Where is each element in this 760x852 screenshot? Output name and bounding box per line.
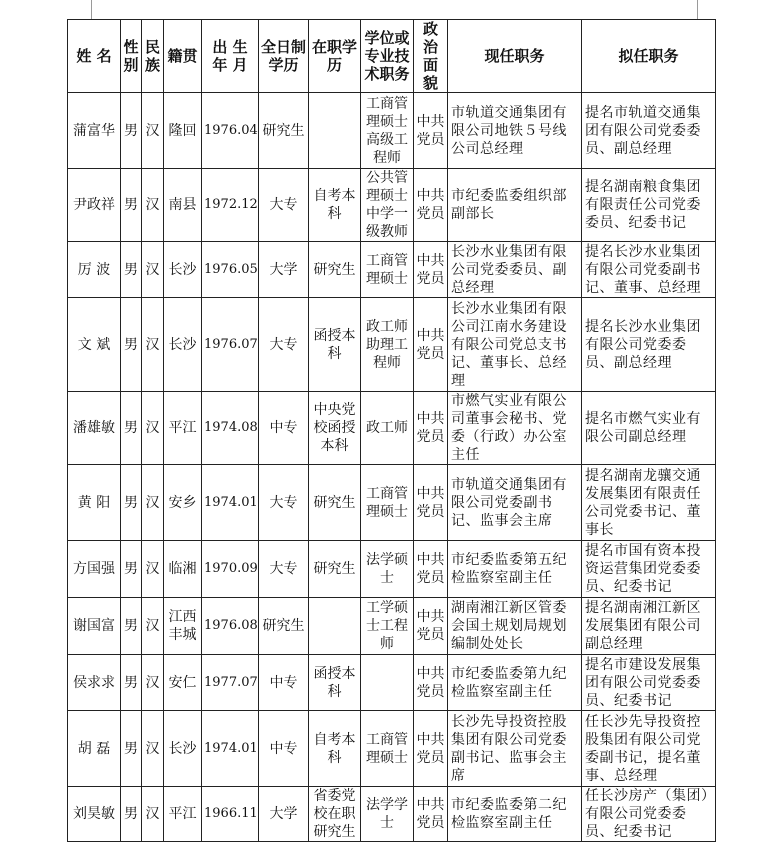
- cell-degree: 政工师助理工程师: [361, 298, 414, 392]
- cell-gender: 男: [121, 598, 142, 655]
- cell-party: 中共党员: [414, 169, 448, 242]
- cell-name: 刘昊敏: [68, 787, 121, 842]
- cell-gender: 男: [121, 711, 142, 787]
- cell-proposed-post: 提名市建设发展集团有限公司党委委员、纪委书记: [582, 655, 716, 711]
- table-row: [68, 787, 716, 842]
- cell-origin: 江西丰城: [164, 598, 202, 655]
- cell-gender: 男: [121, 541, 142, 598]
- cell-birth: 1974.01: [202, 711, 259, 787]
- cell-proposed-post: 提名市燃气实业有限公司副总经理: [582, 392, 716, 465]
- cell-current-post: 市纪委监委第二纪检监察室副主任: [448, 787, 582, 842]
- cell-birth: 1974.01: [202, 465, 259, 541]
- cell-party: 中共党员: [414, 465, 448, 541]
- cell-degree: 法学硕士: [361, 541, 414, 598]
- cell-proposed-post: 任长沙先导投资控股集团有限公司党委副书记，提名董事、总经理: [582, 711, 716, 787]
- cell-birth: 1966.11: [202, 787, 259, 842]
- table-row: [68, 465, 716, 541]
- cell-party: 中共党员: [414, 298, 448, 392]
- header-party: 政治面貌: [414, 20, 448, 93]
- cell-party: 中共党员: [414, 598, 448, 655]
- cell-origin: 安乡: [164, 465, 202, 541]
- cell-birth: 1977.07: [202, 655, 259, 711]
- table-row: [68, 711, 716, 787]
- cell-inservice-edu: 研究生: [309, 242, 361, 298]
- cell-ethnicity: 汉: [142, 169, 164, 242]
- cell-current-post: 市轨道交通集团有限公司党委副书记、监事会主席: [448, 465, 582, 541]
- cell-fulltime-edu: 大专: [259, 541, 309, 598]
- cell-origin: 长沙: [164, 711, 202, 787]
- cell-origin: 平江: [164, 392, 202, 465]
- cell-origin: 南县: [164, 169, 202, 242]
- cell-name: 潘雄敏: [68, 392, 121, 465]
- cell-degree: 工商管理硕士: [361, 242, 414, 298]
- table-row: [68, 655, 716, 711]
- cell-birth: 1972.12: [202, 169, 259, 242]
- margin-guide-left: [91, 0, 92, 20]
- header-proposed-post: 拟任职务: [582, 20, 716, 93]
- header-gender: 性别: [121, 20, 142, 93]
- header-row: [68, 20, 716, 93]
- table-row: [68, 541, 716, 598]
- cell-degree: 工商管理硕士: [361, 711, 414, 787]
- header-origin: 籍贯: [164, 20, 202, 93]
- cell-name: 厉 波: [68, 242, 121, 298]
- cell-origin: 安仁: [164, 655, 202, 711]
- cell-inservice-edu: 自考本科: [309, 169, 361, 242]
- cell-name: 文 斌: [68, 298, 121, 392]
- header-degree: 学位或专业技术职务: [361, 20, 414, 93]
- cell-proposed-post: 提名湖南龙骧交通发展集团有限责任公司党委书记、董事长: [582, 465, 716, 541]
- cell-degree: 工商管理硕士: [361, 465, 414, 541]
- cell-current-post: 市燃气实业有限公司董事会秘书、党委（行政）办公室主任: [448, 392, 582, 465]
- header-fulltime-edu: 全日制学历: [259, 20, 309, 93]
- cell-gender: 男: [121, 298, 142, 392]
- cell-fulltime-edu: 中专: [259, 392, 309, 465]
- cell-fulltime-edu: 大专: [259, 465, 309, 541]
- cell-party: 中共党员: [414, 787, 448, 842]
- cell-ethnicity: 汉: [142, 655, 164, 711]
- table-row: [68, 392, 716, 465]
- cell-gender: 男: [121, 242, 142, 298]
- cell-origin: 长沙: [164, 298, 202, 392]
- cell-birth: 1970.09: [202, 541, 259, 598]
- cell-ethnicity: 汉: [142, 93, 164, 169]
- table-row: [68, 242, 716, 298]
- cell-name: 谢国富: [68, 598, 121, 655]
- cell-degree: 政工师: [361, 392, 414, 465]
- cell-birth: 1976.07: [202, 298, 259, 392]
- cell-ethnicity: 汉: [142, 787, 164, 842]
- table-row: [68, 169, 716, 242]
- cell-fulltime-edu: 大专: [259, 298, 309, 392]
- cell-current-post: 市轨道交通集团有限公司地铁５号线公司总经理: [448, 93, 582, 169]
- margin-guide-right: [697, 0, 698, 20]
- cell-birth: 1976.04: [202, 93, 259, 169]
- cell-name: 侯求求: [68, 655, 121, 711]
- cell-origin: 隆回: [164, 93, 202, 169]
- cell-inservice-edu: 函授本科: [309, 298, 361, 392]
- cell-inservice-edu: 自考本科: [309, 711, 361, 787]
- cadre-table: [67, 19, 716, 842]
- table-row: [68, 298, 716, 392]
- cell-party: 中共党员: [414, 541, 448, 598]
- cell-ethnicity: 汉: [142, 242, 164, 298]
- cell-inservice-edu: 研究生: [309, 541, 361, 598]
- cell-party: 中共党员: [414, 93, 448, 169]
- cell-inservice-edu: [309, 598, 361, 655]
- cell-proposed-post: 提名市轨道交通集团有限公司党委委员、副总经理: [582, 93, 716, 169]
- cell-current-post: 市纪委监委第五纪检监察室副主任: [448, 541, 582, 598]
- cell-degree: [361, 655, 414, 711]
- cell-inservice-edu: 中央党校函授本科: [309, 392, 361, 465]
- cell-fulltime-edu: 大学: [259, 242, 309, 298]
- cell-ethnicity: 汉: [142, 711, 164, 787]
- cell-fulltime-edu: 大专: [259, 169, 309, 242]
- cell-fulltime-edu: 研究生: [259, 93, 309, 169]
- cell-degree: 工商管理硕士高级工程师: [361, 93, 414, 169]
- cell-name: 胡 磊: [68, 711, 121, 787]
- cell-degree: 公共管理硕士中学一级教师: [361, 169, 414, 242]
- cell-current-post: 市纪委监委组织部副部长: [448, 169, 582, 242]
- cell-ethnicity: 汉: [142, 598, 164, 655]
- cell-current-post: 市纪委监委第九纪检监察室副主任: [448, 655, 582, 711]
- cell-party: 中共党员: [414, 711, 448, 787]
- table-row: [68, 93, 716, 169]
- cell-gender: 男: [121, 465, 142, 541]
- cell-proposed-post: 提名长沙水业集团有限公司党委副书记、董事、总经理: [582, 242, 716, 298]
- cell-birth: 1976.05: [202, 242, 259, 298]
- cell-name: 蒲富华: [68, 93, 121, 169]
- cell-proposed-post: 提名湖南湘江新区发展集团有限公司副总经理: [582, 598, 716, 655]
- cell-inservice-edu: 函授本科: [309, 655, 361, 711]
- cell-current-post: 长沙水业集团有限公司江南水务建设有限公司党总支书记、董事长、总经理: [448, 298, 582, 392]
- cell-origin: 平江: [164, 787, 202, 842]
- cell-current-post: 湖南湘江新区管委会国土规划局规划编制处处长: [448, 598, 582, 655]
- cell-degree: 法学学士: [361, 787, 414, 842]
- cell-gender: 男: [121, 93, 142, 169]
- cell-origin: 长沙: [164, 242, 202, 298]
- cell-ethnicity: 汉: [142, 392, 164, 465]
- cell-name: 黄 阳: [68, 465, 121, 541]
- cell-inservice-edu: 研究生: [309, 465, 361, 541]
- cell-proposed-post: 提名市国有资本投资运营集团党委委员、纪委书记: [582, 541, 716, 598]
- cell-ethnicity: 汉: [142, 541, 164, 598]
- cell-current-post: 长沙先导投资控股集团有限公司党委副书记、监事会主席: [448, 711, 582, 787]
- cell-current-post: 长沙水业集团有限公司党委委员、副总经理: [448, 242, 582, 298]
- cell-fulltime-edu: 大学: [259, 787, 309, 842]
- cell-birth: 1976.08: [202, 598, 259, 655]
- cell-proposed-post: 提名长沙水业集团有限公司党委委员、副总经理: [582, 298, 716, 392]
- cell-ethnicity: 汉: [142, 298, 164, 392]
- cell-ethnicity: 汉: [142, 465, 164, 541]
- cell-gender: 男: [121, 169, 142, 242]
- cell-gender: 男: [121, 787, 142, 842]
- cell-gender: 男: [121, 655, 142, 711]
- header-current-post: 现任职务: [448, 20, 582, 93]
- cell-inservice-edu: [309, 93, 361, 169]
- cell-inservice-edu: 省委党校在职研究生: [309, 787, 361, 842]
- header-inservice-edu: 在职学历: [309, 20, 361, 93]
- cell-fulltime-edu: 中专: [259, 711, 309, 787]
- header-name: 姓 名: [68, 20, 121, 93]
- header-ethnicity: 民族: [142, 20, 164, 93]
- cell-name: 尹政祥: [68, 169, 121, 242]
- cell-birth: 1974.08: [202, 392, 259, 465]
- cell-degree: 工学硕士工程师: [361, 598, 414, 655]
- cell-proposed-post: 任长沙房产（集团）有限公司党委委员、纪委书记: [582, 787, 716, 842]
- cell-proposed-post: 提名湖南粮食集团有限责任公司党委委员、纪委书记: [582, 169, 716, 242]
- cell-gender: 男: [121, 392, 142, 465]
- cell-origin: 临湘: [164, 541, 202, 598]
- cell-party: 中共党员: [414, 655, 448, 711]
- cell-party: 中共党员: [414, 242, 448, 298]
- cell-name: 方国强: [68, 541, 121, 598]
- cell-party: 中共党员: [414, 392, 448, 465]
- header-birth: 出 生 年 月: [202, 20, 259, 93]
- cell-fulltime-edu: 研究生: [259, 598, 309, 655]
- cell-fulltime-edu: 中专: [259, 655, 309, 711]
- table-row: [68, 598, 716, 655]
